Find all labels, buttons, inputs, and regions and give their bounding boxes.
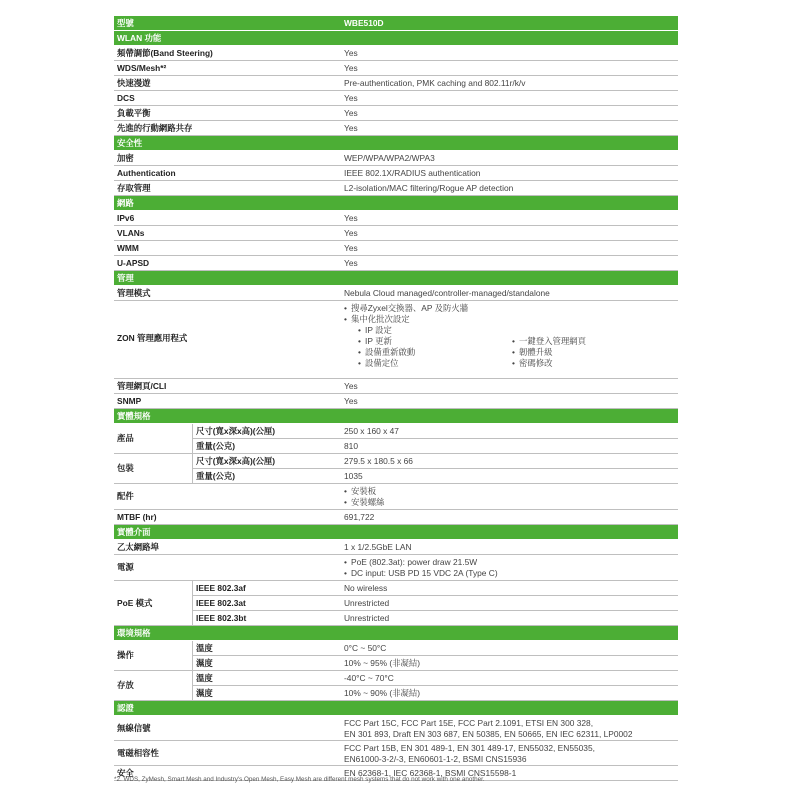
spec-value: Yes [344, 228, 358, 238]
section-header-environment [114, 626, 678, 641]
spec-value: 1 x 1/2.5GbE LAN [344, 542, 412, 552]
spec-value: 10% ~ 95% (非凝結) [344, 658, 421, 668]
accessory-list [344, 486, 676, 508]
spec-value: Yes [344, 93, 358, 103]
spec-value: Yes [344, 108, 358, 118]
sub-row [192, 454, 678, 469]
sub-row [192, 671, 678, 686]
spec-label: 產品 [117, 433, 134, 443]
model-label: 型號 [117, 18, 134, 28]
spec-value: Yes [344, 381, 358, 391]
sub-label: 溫度 [196, 673, 213, 683]
spec-row [114, 394, 678, 409]
sub-label: 溫度 [196, 643, 213, 653]
spec-value: 250 x 160 x 47 [344, 426, 399, 436]
sub-row [192, 469, 678, 484]
spec-row [114, 256, 678, 271]
list-item: • 韌體升級 [512, 347, 586, 358]
spec-row [114, 121, 678, 136]
spec-row [114, 226, 678, 241]
spec-value: No wireless [344, 583, 388, 593]
sub-row [192, 424, 678, 439]
spec-row-zon [114, 301, 678, 379]
spec-label: 存取管理 [117, 183, 151, 193]
spec-label: PoE 模式 [117, 598, 153, 608]
list-item: • IP 設定 [358, 325, 415, 336]
spec-value: Yes [344, 123, 358, 133]
spec-label: ZON 管理應用程式 [117, 333, 188, 343]
sub-row [192, 581, 678, 596]
spec-row [114, 76, 678, 91]
spec-value: 810 [344, 441, 358, 451]
model-value: WBE510D [344, 18, 384, 28]
sub-label: 重量(公克) [196, 441, 236, 451]
spec-label: VLANs [117, 228, 145, 238]
spec-row [114, 91, 678, 106]
spec-label: 無線信號 [117, 723, 151, 733]
list-item: • 安裝板 [344, 486, 676, 497]
spec-label: WMM [117, 243, 139, 253]
section-header-network [114, 196, 678, 211]
spec-value: Yes [344, 48, 358, 58]
spec-label: 包裝 [117, 463, 134, 473]
text-line: EN 301 893, Draft EN 303 687, EN 50385, EN 50665, EN IEC 62311, LP0002 [344, 729, 633, 739]
spec-label: 先進的行動網路共存 [117, 123, 193, 133]
spec-row [114, 241, 678, 256]
sub-row [192, 611, 678, 626]
spec-label: 配件 [117, 491, 134, 501]
section-title: 實體介面 [117, 527, 151, 537]
spec-value: Pre-authentication, PMK caching and 802.11r/k/v [344, 78, 526, 88]
text-line: FCC Part 15B, EN 301 489-1, EN 301 489-17, EN55032, EN55035, [344, 743, 595, 753]
spec-label: 操作 [117, 650, 134, 660]
spec-label: 快速漫遊 [117, 78, 151, 88]
spec-row [114, 61, 678, 76]
spec-label: 負載平衡 [117, 108, 151, 118]
section-header-physical [114, 409, 678, 424]
list-item: • 設備重新啟動 [358, 347, 415, 358]
spec-label: WDS/Mesh*² [117, 63, 167, 73]
section-title: WLAN 功能 [117, 33, 162, 43]
spec-group-package [114, 454, 678, 484]
spec-value: EN 62368-1, IEC 62368-1, BSMI CNS15598-1 [344, 768, 517, 778]
spec-label: 管理模式 [117, 288, 151, 298]
section-title: 網路 [117, 198, 134, 208]
sub-label: 尺寸(寬x深x高)(公厘) [196, 426, 276, 436]
section-title: 環境規格 [117, 628, 151, 638]
list-item: • IP 更新 [358, 336, 415, 347]
section-header-security [114, 136, 678, 151]
footnote: *2. WDS, ZyMesh, Smart Mesh and Industry's Open Mesh, Easy Mesh are different mesh systems that do not work with one another. [114, 776, 485, 783]
spec-row-emc [114, 741, 678, 766]
sub-row [192, 596, 678, 611]
spec-value: 10% ~ 90% (非凝結) [344, 688, 421, 698]
sub-row [192, 641, 678, 656]
sub-row [192, 686, 678, 701]
spec-label: 頻帶調節(Band Steering) [117, 48, 213, 58]
spec-row-accessories [114, 484, 678, 510]
spec-value: Unrestricted [344, 598, 390, 608]
section-title: 認證 [117, 703, 134, 713]
spec-label: U-APSD [117, 258, 150, 268]
spec-label: MTBF (hr) [117, 512, 157, 522]
spec-value [344, 718, 676, 740]
text-line: EN61000-3-2/-3, EN60601-1-2, BSMI CNS15936 [344, 754, 527, 764]
spec-value: Unrestricted [344, 613, 390, 623]
spec-label: 安全 [117, 768, 134, 778]
spec-value: Yes [344, 213, 358, 223]
spec-label: 加密 [117, 153, 134, 163]
spec-row-power [114, 555, 678, 581]
spec-row [114, 510, 678, 525]
sub-label: IEEE 802.3bt [196, 613, 247, 623]
sub-row [192, 656, 678, 671]
spec-row [114, 46, 678, 61]
section-title: 實體規格 [117, 411, 151, 421]
list-item: • 搜尋Zyxel交換器、AP 及防火牆 [344, 303, 676, 314]
list-item: • 安裝螺絲 [344, 497, 676, 508]
spec-value: 279.5 x 180.5 x 66 [344, 456, 413, 466]
list-item: • 設備定位 [358, 358, 415, 369]
section-header-wlan [114, 31, 678, 46]
spec-value: Nebula Cloud managed/controller-managed/standalone [344, 288, 550, 298]
sub-label: IEEE 802.3at [196, 598, 246, 608]
spec-row [114, 151, 678, 166]
spec-group-storage [114, 671, 678, 701]
spec-value: 0°C ~ 50°C [344, 643, 387, 653]
spec-value: Yes [344, 258, 358, 268]
spec-label: 存放 [117, 680, 134, 690]
sub-label: 尺寸(寬x深x高)(公厘) [196, 456, 276, 466]
spec-value: -40°C ~ 70°C [344, 673, 394, 683]
spec-label: DCS [117, 93, 135, 103]
spec-group-operating [114, 641, 678, 671]
spec-table [114, 16, 678, 781]
section-title: 管理 [117, 273, 134, 283]
spec-label: 電源 [117, 562, 134, 572]
spec-label: IPv6 [117, 213, 135, 223]
spec-value: IEEE 802.1X/RADIUS authentication [344, 168, 481, 178]
sub-label: 重量(公克) [196, 471, 236, 481]
section-header-management [114, 271, 678, 286]
sub-label: 濕度 [196, 658, 213, 668]
sub-label: 濕度 [196, 688, 213, 698]
section-header-interface [114, 525, 678, 540]
spec-value [344, 743, 676, 765]
spec-value: Yes [344, 243, 358, 253]
spec-label: SNMP [117, 396, 142, 406]
power-list [344, 557, 676, 579]
section-title: 安全性 [117, 138, 143, 148]
zon-feature-list [344, 303, 676, 369]
spec-label: 乙太網路埠 [117, 542, 159, 552]
list-item: • 一鍵登入管理網頁 [512, 336, 586, 347]
spec-value: 1035 [344, 471, 363, 481]
section-header-certification [114, 701, 678, 716]
spec-row [114, 181, 678, 196]
spec-group-poe [114, 581, 678, 626]
sub-row [192, 439, 678, 454]
list-item: • PoE (802.3at): power draw 21.5W [344, 557, 676, 568]
spec-label: Authentication [117, 168, 176, 178]
model-header-row [114, 16, 678, 31]
spec-row [114, 286, 678, 301]
sub-label: IEEE 802.3af [196, 583, 246, 593]
spec-label: 管理網頁/CLI [117, 381, 167, 391]
list-item: • DC input: USB PD 15 VDC 2A (Type C) [344, 568, 676, 579]
spec-value: 691,722 [344, 512, 375, 522]
spec-row [114, 106, 678, 121]
spec-row [114, 166, 678, 181]
spec-value: Yes [344, 396, 358, 406]
list-item: • 密碼修改 [512, 358, 586, 369]
spec-label: 電磁相容性 [117, 748, 159, 758]
spec-row [114, 540, 678, 555]
spec-row-radio [114, 716, 678, 741]
list-item: • 集中化批次設定 [344, 314, 676, 325]
spec-value: Yes [344, 63, 358, 73]
spec-row [114, 211, 678, 226]
spec-value: WEP/WPA/WPA2/WPA3 [344, 153, 435, 163]
spec-row [114, 379, 678, 394]
text-line: FCC Part 15C, FCC Part 15E, FCC Part 2.1091, ETSI EN 300 328, [344, 718, 594, 728]
spec-group-product [114, 424, 678, 454]
spec-value: L2-isolation/MAC filtering/Rogue AP detection [344, 183, 514, 193]
